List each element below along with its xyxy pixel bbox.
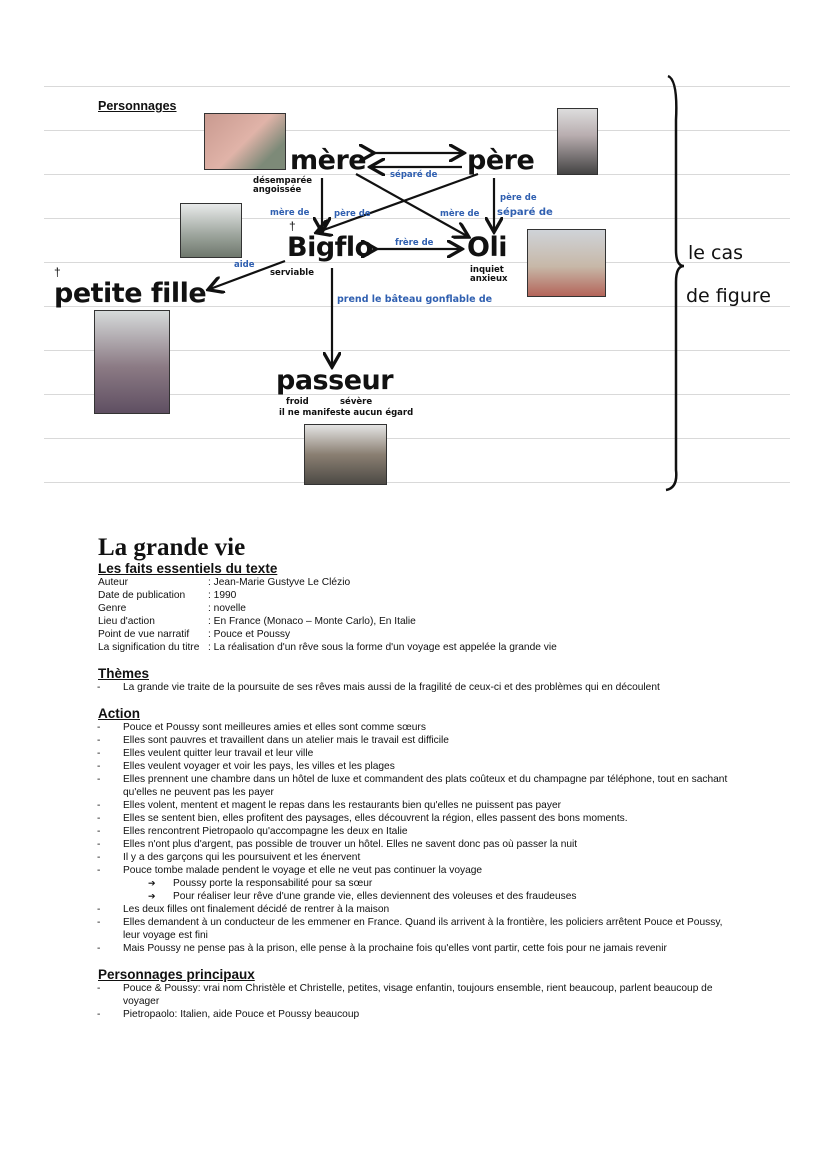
trait-anxieux: anxieux: [470, 274, 508, 284]
node-petite-fille: petite fille: [54, 278, 207, 309]
fact-row: [98, 602, 738, 615]
action-list: [98, 721, 738, 955]
document-body: [98, 535, 738, 1021]
character-item: - Pouce & Poussy: vrai nom Christèle et Christelle, petites, visage enfantin, toujours ensemble, rient beaucoup, parlent beaucoup de voyager: [98, 982, 738, 1008]
fact-row: [98, 576, 738, 589]
trait-egard: il ne manifeste aucun égard: [279, 408, 414, 418]
label-separe-de: séparé de: [390, 170, 438, 180]
trait-angoissee: angoissée: [253, 185, 302, 195]
themes-list: [98, 681, 738, 694]
action-item: - Elles prennent une chambre dans un hôtel de luxe et commandent des plats coûteux et du champagne par téléphone, tout en sachant qu'elles ne peuvent pas les payer: [98, 773, 738, 799]
fact-value: : Pouce et Poussy: [208, 629, 291, 640]
diagram-heading: Personnages: [98, 99, 177, 113]
fact-value: : En France (Monaco – Monte Carlo), En Italie: [208, 616, 416, 627]
action-item: - Elles veulent voyager et voir les pays, les villes et les plages: [98, 760, 738, 773]
fact-key: Lieu d'action: [98, 616, 155, 627]
dagger-bigflo: †: [289, 219, 296, 233]
fact-key: Genre: [98, 603, 127, 614]
character-item: - Pietropaolo: Italien, aide Pouce et Poussy beaucoup: [98, 1008, 738, 1021]
side-note-de-figure: de figure: [686, 285, 771, 307]
fact-value: : La réalisation d'un rêve sous la forme d'un voyage est appelée la grande vie: [208, 642, 557, 653]
side-note-le-cas: le cas: [688, 242, 743, 264]
node-bigflo: Bigflo: [287, 232, 373, 263]
dagger-petite-fille: †: [54, 265, 61, 279]
fact-value: : Jean-Marie Gustyve Le Clézio: [208, 577, 351, 588]
facts-heading: Les faits essentiels du texte: [98, 561, 278, 576]
node-mere: mère: [290, 145, 367, 176]
action-item: - Les deux filles ont finalement décidé de rentrer à la maison: [98, 903, 738, 916]
action-item: - Elles demandent à un conducteur de les emmener en France. Quand ils arrivent à la frontière, les policiers arrêtent Pouce et Poussy, leur voyage est fini: [98, 916, 738, 942]
action-item: - Elles rencontrent Pietropaolo qu'accompagne les deux en Italie: [98, 825, 738, 838]
node-passeur: passeur: [276, 365, 394, 396]
fact-row: [98, 628, 738, 641]
label-pere-de-oli: père de: [500, 193, 537, 203]
label-prend-bateau: prend le bâteau gonflable de: [337, 294, 493, 305]
fact-row: [98, 589, 738, 602]
action-item: - Elles se sentent bien, elles profitent des paysages, elles découvrent la région, elles passent des bons moments.: [98, 812, 738, 825]
action-item: - Il y a des garçons qui les poursuivent et les énervent: [98, 851, 738, 864]
fact-key: Auteur: [98, 577, 129, 588]
label-aide: aide: [234, 260, 255, 270]
node-pere: père: [467, 145, 535, 176]
action-subitem: ➔ Poussy porte la responsabilité pour sa sœur: [98, 877, 738, 890]
document-title: La grande vie: [98, 534, 246, 561]
action-item: - Elles veulent quitter leur travail et leur ville: [98, 747, 738, 760]
facts-list: [98, 576, 738, 654]
trait-inquiet: inquiet: [470, 265, 504, 275]
fact-key: La signification du titre: [98, 642, 200, 653]
label-mere-de-oli: mère de: [440, 209, 480, 219]
fact-key: Point de vue narratif: [98, 629, 190, 640]
oli-traits: [470, 266, 507, 284]
mere-traits: [253, 177, 312, 195]
trait-serviable: serviable: [270, 268, 314, 278]
theme-item: - La grande vie traite de la poursuite de ses rêves mais aussi de la fragilité de ceux-ci et des problèmes qui en découlent: [98, 681, 738, 694]
themes-heading: Thèmes: [98, 666, 150, 681]
fact-row: [98, 641, 738, 654]
label-pere-de: père de: [334, 209, 371, 219]
action-subitem: ➔ Pour réaliser leur rêve d'une grande vie, elles deviennent des voleuses et des fraudeuses: [98, 890, 738, 903]
action-heading: Action: [98, 706, 140, 721]
fact-row: [98, 615, 738, 628]
characters-list: [98, 982, 738, 1021]
action-item: - Mais Poussy ne pense pas à la prison, elle pense à la prochaine fois qu'elles vont partir, cette fois pour ne jamais revenir: [98, 942, 738, 955]
trait-froid: froid: [286, 397, 309, 407]
fact-value: : 1990: [208, 590, 237, 601]
label-separe-de-oli: séparé de: [497, 207, 553, 218]
action-item: - Elles n'ont plus d'argent, pas possible de trouver un hôtel. Elles ne savent donc pas où passer la nuit: [98, 838, 738, 851]
action-item: - Pouce tombe malade pendent le voyage et elle ne veut pas continuer la voyage: [98, 864, 738, 877]
node-oli: Oli: [467, 232, 507, 263]
action-item: - Elles volent, mentent et magent le repas dans les restaurants bien qu'elles ne puissent pas payer: [98, 799, 738, 812]
characters-heading: Personnages principaux: [98, 967, 255, 982]
trait-desemparee: désemparée: [253, 176, 313, 186]
fact-key: Date de publication: [98, 590, 186, 601]
label-frere-de: frère de: [395, 238, 434, 248]
fact-value: : novelle: [208, 603, 246, 614]
action-item: - Pouce et Poussy sont meilleures amies et elles sont comme sœurs: [98, 721, 738, 734]
action-item: - Elles sont pauvres et travaillent dans un atelier mais le travail est difficile: [98, 734, 738, 747]
label-mere-de: mère de: [270, 208, 310, 218]
trait-severe: sévère: [340, 397, 373, 407]
